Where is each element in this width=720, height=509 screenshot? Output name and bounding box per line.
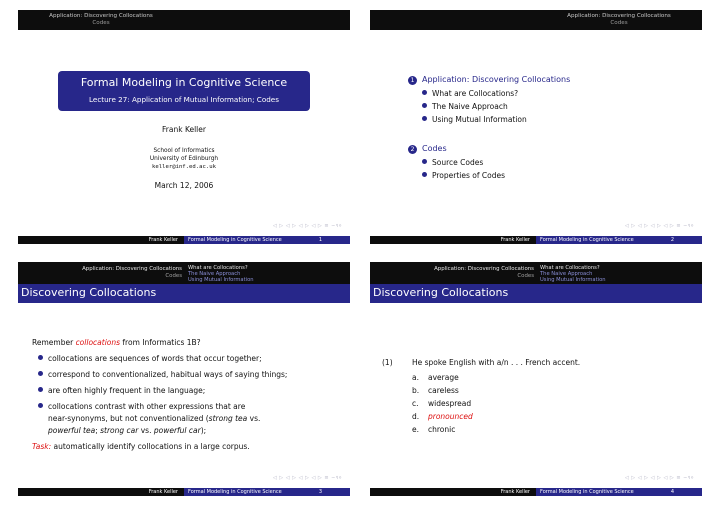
footer-author-bar: [370, 488, 536, 496]
toc-section-number: 2: [408, 145, 417, 154]
bullet-item-cont: powerful tea; strong car vs. powerful car);: [48, 426, 207, 435]
toc-item[interactable]: Using Mutual Information: [422, 115, 527, 124]
bullet-icon: [38, 387, 43, 392]
footer-course: Formal Modeling in Cognitive Science: [540, 489, 634, 495]
bullet-icon: [422, 159, 427, 164]
slide-header: [18, 10, 350, 30]
footer-author: Frank Keller: [500, 489, 530, 495]
toc-section-1[interactable]: Application: Discovering Collocations: [422, 75, 571, 84]
beamer-nav-icons[interactable]: ◁ ▷ ◁ ▷ ◁ ▷ ◁ ▷ ≡ ∽९०: [624, 475, 694, 481]
slide-header: [370, 262, 702, 284]
bullet-item-cont: near-synonyms, but not conventionalized (strong tea vs.: [48, 414, 261, 423]
header-sub-link[interactable]: Using Mutual Information: [188, 277, 254, 284]
option-label: e.: [412, 425, 419, 434]
toc-section-number: 1: [408, 76, 417, 85]
toc-section-2[interactable]: Codes: [422, 144, 447, 153]
option-label: a.: [412, 373, 419, 382]
presentation-date: March 12, 2006: [154, 181, 214, 190]
footer-author-bar: [18, 236, 184, 244]
task-text: Task: automatically identify collocations in a large corpus.: [32, 442, 250, 451]
slide-4: [370, 262, 702, 496]
author-email: keller@inf.ed.ac.uk: [152, 164, 216, 170]
footer-course: Formal Modeling in Cognitive Science: [188, 489, 282, 495]
header-sub-current[interactable]: What are Collocations?: [188, 265, 248, 271]
page-number: 4: [670, 489, 674, 495]
bullet-icon: [422, 172, 427, 177]
slide-2: [370, 10, 702, 244]
institution-school: School of Informatics: [153, 148, 215, 154]
beamer-nav-icons[interactable]: ◁ ▷ ◁ ▷ ◁ ▷ ◁ ▷ ≡ ∽९०: [624, 223, 694, 229]
institution-university: University of Edinburgh: [149, 156, 219, 162]
footer-author: Frank Keller: [148, 237, 178, 243]
header-sub-link[interactable]: Using Mutual Information: [540, 277, 606, 284]
header-section2-link[interactable]: Codes: [610, 20, 628, 26]
toc-item[interactable]: The Naive Approach: [422, 102, 508, 111]
slide-3: [18, 262, 350, 496]
option-text: careless: [428, 386, 459, 395]
footer-title-bar: [184, 236, 350, 244]
bullet-icon: [38, 355, 43, 360]
option-label: c.: [412, 399, 419, 408]
presentation-title: Formal Modeling in Cognitive Science: [80, 76, 288, 89]
footer-author-bar: [18, 488, 184, 496]
title-box: [58, 71, 310, 111]
toc-item[interactable]: What are Collocations?: [422, 89, 518, 98]
header-section2-link[interactable]: Codes: [165, 273, 182, 279]
footer-title-bar: [184, 488, 350, 496]
bullet-item: collocations contrast with other expressions that are: [38, 402, 245, 411]
footer-author: Frank Keller: [500, 237, 530, 243]
slide-header: [370, 10, 702, 30]
example-number: (1): [382, 358, 393, 367]
beamer-nav-icons[interactable]: ◁ ▷ ◁ ▷ ◁ ▷ ◁ ▷ ≡ ∽९०: [272, 223, 342, 229]
header-section2-link[interactable]: Codes: [517, 273, 534, 279]
option-text: widespread: [428, 399, 472, 408]
footer-title-bar: [536, 488, 702, 496]
footer-course: Formal Modeling in Cognitive Science: [188, 237, 282, 243]
footer-title-bar: [536, 236, 702, 244]
bullet-icon: [422, 103, 427, 108]
frame-title-bar: [370, 284, 702, 303]
frame-title: Discovering Collocations: [373, 286, 509, 299]
bullet-icon: [38, 371, 43, 376]
presentation-subtitle: Lecture 27: Application of Mutual Information; Codes: [89, 95, 279, 104]
option-label: b.: [412, 386, 420, 395]
header-section-link[interactable]: Application: Discovering Collocations: [49, 13, 153, 19]
header-sub-link[interactable]: The Naive Approach: [540, 271, 593, 278]
bullet-icon: [422, 116, 427, 121]
author-name: Frank Keller: [162, 125, 206, 134]
toc-item[interactable]: Source Codes: [422, 158, 483, 167]
header-section2-link[interactable]: Codes: [92, 20, 110, 26]
frame-title-bar: [18, 284, 350, 303]
bullet-icon: [422, 90, 427, 95]
frame-title: Discovering Collocations: [21, 286, 157, 299]
header-section-link[interactable]: Application: Discovering Collocations: [567, 13, 671, 19]
page-number: 1: [318, 237, 322, 243]
page-number: 3: [318, 489, 322, 495]
intro-text: Remember collocations from Informatics 1B?: [32, 338, 201, 347]
option-text: average: [428, 373, 459, 382]
footer-author-bar: [370, 236, 536, 244]
page-number: 2: [670, 237, 674, 243]
option-text: chronic: [428, 425, 456, 434]
option-text-highlighted: pronounced: [428, 412, 473, 421]
bullet-item: correspond to conventionalized, habitual ways of saying things;: [38, 370, 287, 379]
beamer-nav-icons[interactable]: ◁ ▷ ◁ ▷ ◁ ▷ ◁ ▷ ≡ ∽९०: [272, 475, 342, 481]
header-sub-link[interactable]: The Naive Approach: [188, 271, 241, 278]
header-section-link[interactable]: Application: Discovering Collocations: [434, 266, 534, 272]
bullet-item: are often highly frequent in the language;: [38, 386, 205, 395]
footer-course: Formal Modeling in Cognitive Science: [540, 237, 634, 243]
header-sub-current[interactable]: What are Collocations?: [540, 265, 600, 271]
slide-1: [18, 10, 350, 244]
bullet-icon: [38, 403, 43, 408]
footer-author: Frank Keller: [148, 489, 178, 495]
example-sentence: He spoke English with a/n . . . French accent.: [412, 358, 581, 367]
bullet-item: collocations are sequences of words that occur together;: [38, 354, 262, 363]
option-label: d.: [412, 412, 420, 421]
toc-item[interactable]: Properties of Codes: [422, 171, 505, 180]
slide-header: [18, 262, 350, 284]
institution: [18, 147, 350, 171]
header-section-link[interactable]: Application: Discovering Collocations: [82, 266, 182, 272]
